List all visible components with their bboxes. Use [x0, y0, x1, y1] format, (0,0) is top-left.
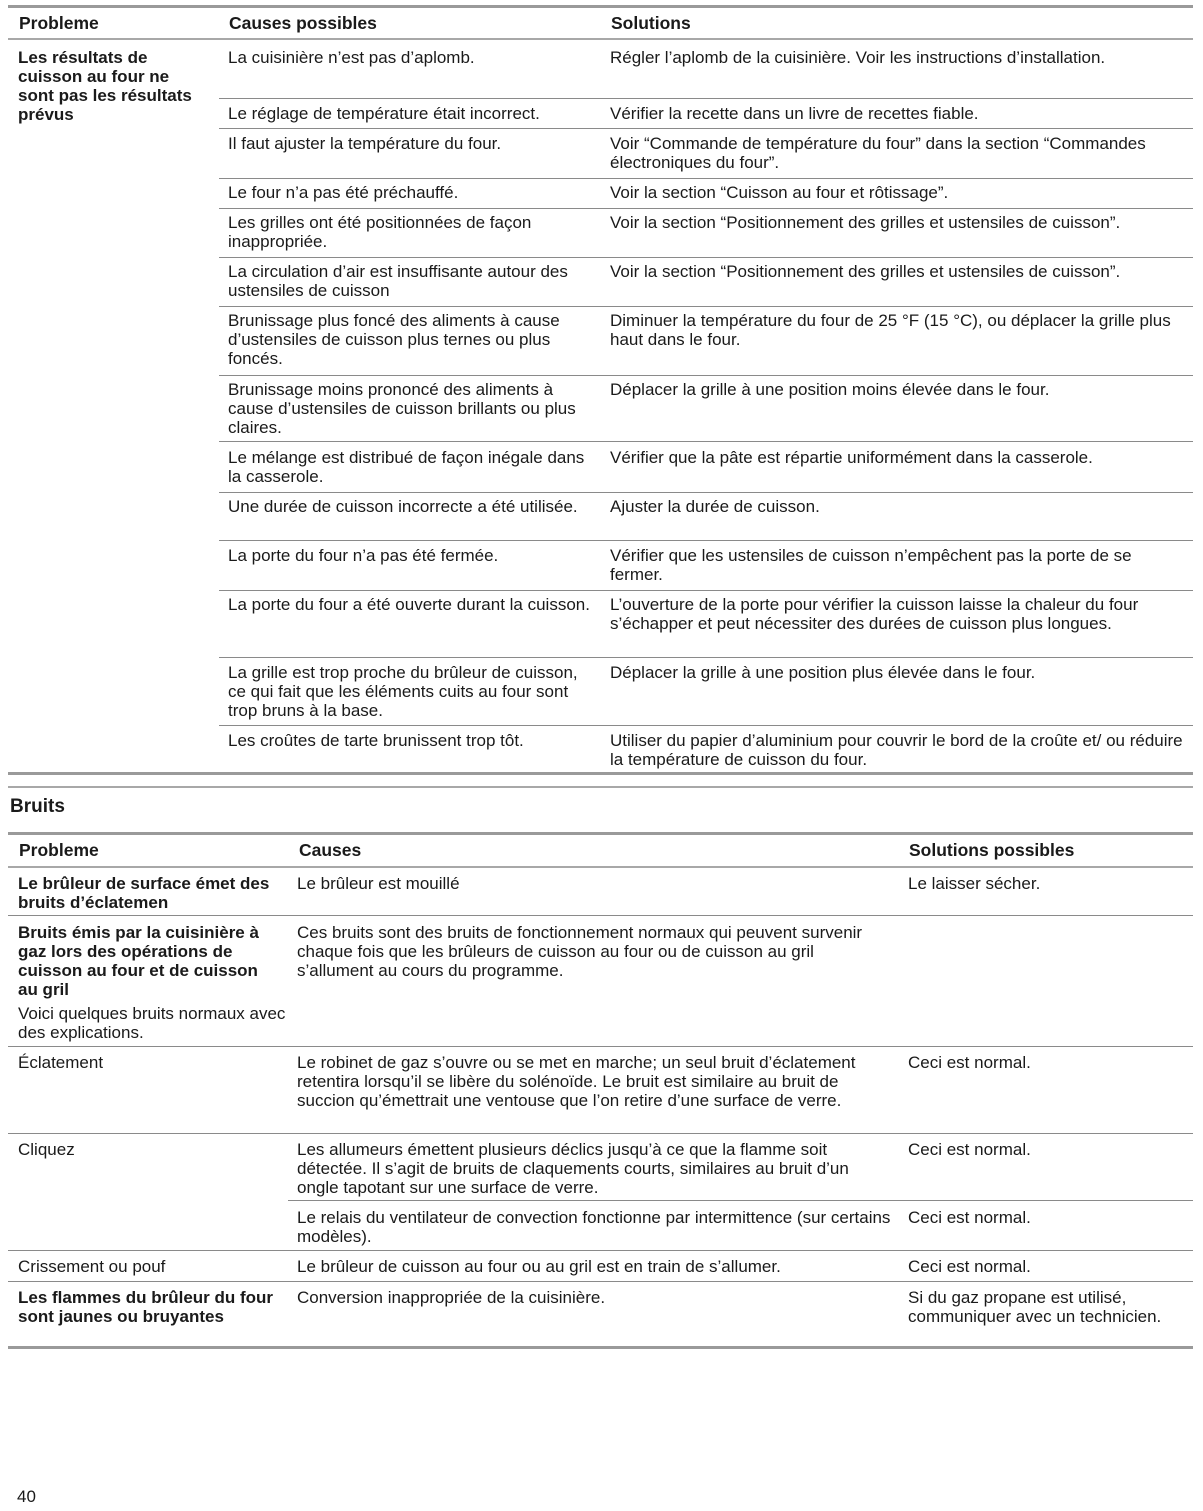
table2-cause: Conversion inappropriée de la cuisinière.	[297, 1288, 606, 1307]
table2-solution: Ceci est normal.	[908, 1257, 1031, 1276]
section-rule	[8, 786, 1193, 788]
table1-solution: Régler l’aplomb de la cuisinière. Voir les instructions d’installation.	[610, 48, 1106, 67]
table1-solution: Diminuer la température du four de 25 °F (15 °C), ou déplacer la grille plus haut dans le four.	[610, 311, 1171, 349]
table2-cause: Ces bruits sont des bruits de fonctionnement normaux qui peuvent survenir chaque fois que les brûleurs de cuisson au four ou de cuisson au gril s’allument au cours du programme.	[297, 923, 863, 980]
table1-row-rule	[219, 306, 1193, 307]
table1-cause: La porte du four n’a pas été fermée.	[228, 546, 499, 565]
table2-solution: Ceci est normal.	[908, 1053, 1031, 1072]
table1-row-rule	[219, 128, 1193, 129]
table2-header-rule	[8, 866, 1193, 868]
table2-bottom-rule	[8, 1346, 1193, 1349]
table1-solution: Déplacer la grille à une position plus élevée dans le four.	[610, 663, 1036, 682]
table1-cause: Les croûtes de tarte brunissent trop tôt.	[228, 731, 524, 750]
table2-row-rule	[8, 915, 1193, 916]
table1-cause: Le mélange est distribué de façon inégale dans la casserole.	[228, 448, 585, 486]
table1-row-rule	[219, 492, 1193, 493]
table1-cause: Une durée de cuisson incorrecte a été utilisée.	[228, 497, 578, 516]
page-number: 40	[17, 1487, 36, 1506]
table2-solution: Ceci est normal.	[908, 1208, 1031, 1227]
table2-problem: Le brûleur de surface émet des bruits d’éclatemen	[18, 874, 270, 912]
table1-solution: Voir la section “Positionnement des grilles et ustensiles de cuisson”.	[610, 213, 1121, 232]
table1-solution: Vérifier la recette dans un livre de recettes fiable.	[610, 104, 979, 123]
table2-header-solutions: Solutions possibles	[909, 840, 1075, 860]
table2-cause: Le relais du ventilateur de convection fonctionne par intermittence (sur certains modèles).	[297, 1208, 891, 1246]
table1-header-problem: Probleme	[19, 13, 99, 33]
table1-solution: Ajuster la durée de cuisson.	[610, 497, 820, 516]
table1-row-rule	[219, 590, 1193, 591]
table2-cause: Le robinet de gaz s’ouvre ou se met en marche; un seul bruit d’éclatement retentira lorsqu’il se libère du solénoïde. Le bruit est similaire au bruit de succion qu’émettrait une ventouse que l’on retire d’une surface de verre.	[297, 1053, 856, 1110]
table2-solution: Ceci est normal.	[908, 1140, 1031, 1159]
table1-row-rule	[219, 657, 1193, 658]
table1-solution: Déplacer la grille à une position moins élevée dans le four.	[610, 380, 1050, 399]
table2-problem: Crissement ou pouf	[18, 1257, 166, 1276]
table2-cause: Les allumeurs émettent plusieurs déclics jusqu’à ce que la flamme soit détectée. Il s’agit de bruits de claquements courts, similaires au bruit d’un ongle tapotant sur une surface de verre.	[297, 1140, 849, 1197]
table1-cause: Les grilles ont été positionnées de façon inappropriée.	[228, 213, 532, 251]
table1-row-rule	[219, 257, 1193, 258]
table1-row-rule	[219, 540, 1193, 541]
table2-solution: Si du gaz propane est utilisé, communiquer avec un technicien.	[908, 1288, 1162, 1326]
table2-header-problem: Probleme	[19, 840, 99, 860]
table2-top-rule	[8, 832, 1193, 835]
table2-row-rule	[8, 1281, 1193, 1282]
table1-bottom-rule	[8, 772, 1193, 775]
table1-solution: Utiliser du papier d’aluminium pour couvrir le bord de la croûte et/ ou réduire la température de cuisson du four.	[610, 731, 1183, 769]
table1-row-rule	[219, 375, 1193, 376]
table1-cause: La grille est trop proche du brûleur de cuisson, ce qui fait que les éléments cuits au four sont trop bruns à la base.	[228, 663, 578, 720]
table1-row-rule	[219, 178, 1193, 179]
table1-solution: Vérifier que la pâte est répartie uniformément dans la casserole.	[610, 448, 1093, 467]
table1-row-rule	[219, 441, 1193, 442]
table1-solution: Voir la section “Cuisson au four et rôtissage”.	[610, 183, 949, 202]
table1-solution: Voir la section “Positionnement des grilles et ustensiles de cuisson”.	[610, 262, 1121, 281]
table1-solution: L’ouverture de la porte pour vérifier la cuisson laisse la chaleur du four s’échapper et peut nécessiter des durées de cuisson plus longues.	[610, 595, 1139, 633]
table1-solution: Vérifier que les ustensiles de cuisson n’empêchent pas la porte de se fermer.	[610, 546, 1132, 584]
table2-row-rule	[8, 1046, 1193, 1047]
table1-cause: Brunissage plus foncé des aliments à cause d’ustensiles de cuisson plus ternes ou plus foncés.	[228, 311, 560, 368]
table2-cause: Le brûleur de cuisson au four ou au gril est en train de s’allumer.	[297, 1257, 781, 1276]
table1-cause: La cuisinière n’est pas d’aplomb.	[228, 48, 475, 67]
table1-row-rule	[219, 98, 1193, 99]
table2-row-rule	[288, 1200, 1193, 1201]
table1-problem: Les résultats de cuisson au four ne sont pas les résultats prévus	[18, 48, 192, 124]
table2-row-rule	[8, 1133, 1193, 1134]
table2-problem: Éclatement	[18, 1053, 104, 1072]
table1-row-rule	[219, 725, 1193, 726]
table1-cause: Il faut ajuster la température du four.	[228, 134, 502, 153]
table2-problem: Cliquez	[18, 1140, 75, 1159]
table1-row-rule	[219, 208, 1193, 209]
table2-row-rule	[8, 1250, 1193, 1251]
table1-header-rule	[8, 38, 1193, 40]
table1-cause: La porte du four a été ouverte durant la cuisson.	[228, 595, 590, 614]
table2-problem-note: Voici quelques bruits normaux avec des explications.	[18, 1004, 286, 1042]
table1-top-rule	[8, 5, 1193, 8]
table2-cause: Le brûleur est mouillé	[297, 874, 460, 893]
table1-header-causes: Causes possibles	[229, 13, 377, 33]
table1-cause: Brunissage moins prononcé des aliments à cause d’ustensiles de cuisson brillants ou plus claires.	[228, 380, 576, 437]
table2-problem: Les flammes du brûleur du four sont jaunes ou bruyantes	[18, 1288, 274, 1326]
table2-solution: Le laisser sécher.	[908, 874, 1041, 893]
table2-problem: Bruits émis par la cuisinière à gaz lors des opérations de cuisson au four et de cuisson au gril	[18, 923, 259, 999]
table1-cause: Le réglage de température était incorrect.	[228, 104, 540, 123]
table2-header-causes: Causes	[299, 840, 362, 860]
table1-solution: Voir “Commande de température du four” dans la section “Commandes électroniques du four”.	[610, 134, 1146, 172]
table1-cause: La circulation d’air est insuffisante autour des ustensiles de cuisson	[228, 262, 568, 300]
table1-cause: Le four n’a pas été préchauffé.	[228, 183, 459, 202]
section-title: Bruits	[10, 796, 65, 817]
table1-header-solutions: Solutions	[611, 13, 691, 33]
